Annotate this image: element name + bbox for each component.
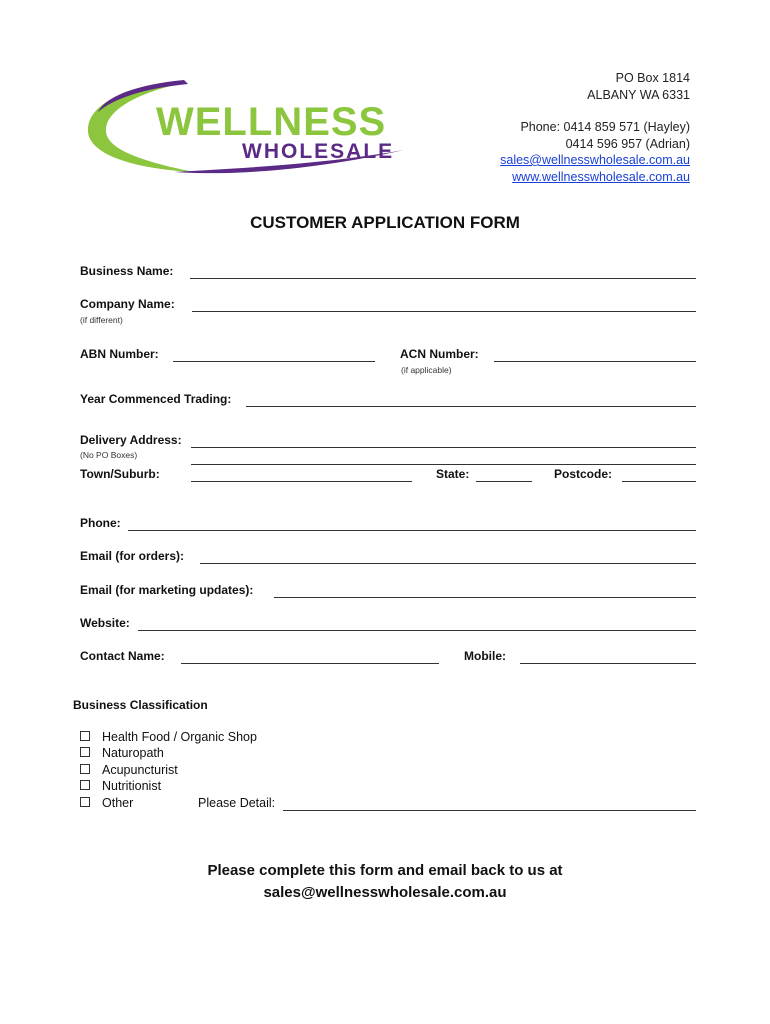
phone-line-2: 0414 596 957 (Adrian) (565, 136, 690, 151)
option-label: Nutritionist (102, 779, 162, 793)
delivery-address-field-1[interactable] (191, 447, 696, 448)
email-link[interactable]: sales@wellnesswholesale.com.au (500, 153, 690, 167)
option-label: Acupuncturist (102, 763, 178, 777)
email-orders-field[interactable] (200, 563, 696, 564)
acn-note: (if applicable) (401, 365, 452, 375)
abn-field[interactable] (173, 361, 375, 362)
company-name-label: Company Name: (80, 297, 175, 311)
postcode-field[interactable] (622, 481, 696, 482)
option-nutritionist[interactable] (80, 779, 161, 793)
phone-line-1: Phone: 0414 859 571 (Hayley) (520, 120, 690, 134)
company-name-field[interactable] (192, 311, 696, 312)
town-suburb-field[interactable] (191, 481, 412, 482)
state-field[interactable] (476, 481, 532, 482)
company-logo (84, 80, 414, 175)
option-naturopath[interactable] (80, 746, 164, 760)
delivery-address-note: (No PO Boxes) (80, 450, 138, 460)
option-label: Other (102, 796, 134, 810)
form-title: CUSTOMER APPLICATION FORM (250, 213, 520, 232)
option-health-food[interactable] (80, 730, 257, 744)
mobile-field[interactable] (520, 663, 696, 664)
option-label: Health Food / Organic Shop (102, 730, 257, 744)
email-marketing-field[interactable] (274, 597, 696, 598)
checkbox-icon[interactable] (80, 764, 90, 774)
option-other[interactable] (80, 796, 133, 810)
website-link[interactable]: www.wellnesswholesale.com.au (512, 169, 690, 184)
mobile-label: Mobile: (464, 649, 506, 663)
checkbox-icon[interactable] (80, 747, 90, 757)
phone-field[interactable] (128, 530, 696, 531)
contact-name-field[interactable] (181, 663, 439, 664)
postcode-label: Postcode: (554, 467, 613, 481)
year-commenced-field[interactable] (246, 406, 696, 407)
email-orders-label: Email (for orders): (80, 549, 185, 563)
please-detail-label: Please Detail: (198, 796, 276, 810)
company-name-note: (if different) (80, 315, 123, 325)
address-line-2: ALBANY WA 6331 (587, 87, 690, 102)
address-line-1: PO Box 1814 (615, 71, 690, 85)
contact-block (500, 70, 690, 185)
delivery-address-field-2[interactable] (191, 464, 696, 465)
checkbox-icon[interactable] (80, 731, 90, 741)
please-detail-field[interactable] (283, 810, 696, 811)
logo-wellness-text: WELLNESS (156, 100, 387, 144)
checkbox-icon[interactable] (80, 780, 90, 790)
state-label: State: (436, 467, 470, 481)
footer-line-1: Please complete this form and email back to us at (207, 862, 563, 879)
phone-label: Phone: (80, 516, 121, 530)
contact-name-label: Contact Name: (80, 649, 165, 663)
logo-wholesale-text: WHOLESALE (242, 140, 395, 163)
delivery-address-label: Delivery Address: (80, 433, 182, 447)
business-name-label: Business Name: (80, 264, 174, 278)
town-suburb-label: Town/Suburb: (80, 467, 160, 481)
business-name-field[interactable] (190, 278, 696, 279)
footer-instructions (0, 860, 770, 904)
option-acupuncturist[interactable] (80, 763, 178, 777)
option-label: Naturopath (102, 746, 164, 760)
email-marketing-label: Email (for marketing updates): (80, 583, 254, 597)
classification-heading: Business Classification (73, 698, 208, 712)
website-label: Website: (80, 616, 130, 630)
year-commenced-label: Year Commenced Trading: (80, 392, 232, 406)
acn-label: ACN Number: (400, 347, 479, 361)
website-field[interactable] (138, 630, 696, 631)
checkbox-icon[interactable] (80, 797, 90, 807)
abn-label: ABN Number: (80, 347, 159, 361)
acn-field[interactable] (494, 361, 696, 362)
footer-line-2: sales@wellnesswholesale.com.au (263, 884, 507, 901)
